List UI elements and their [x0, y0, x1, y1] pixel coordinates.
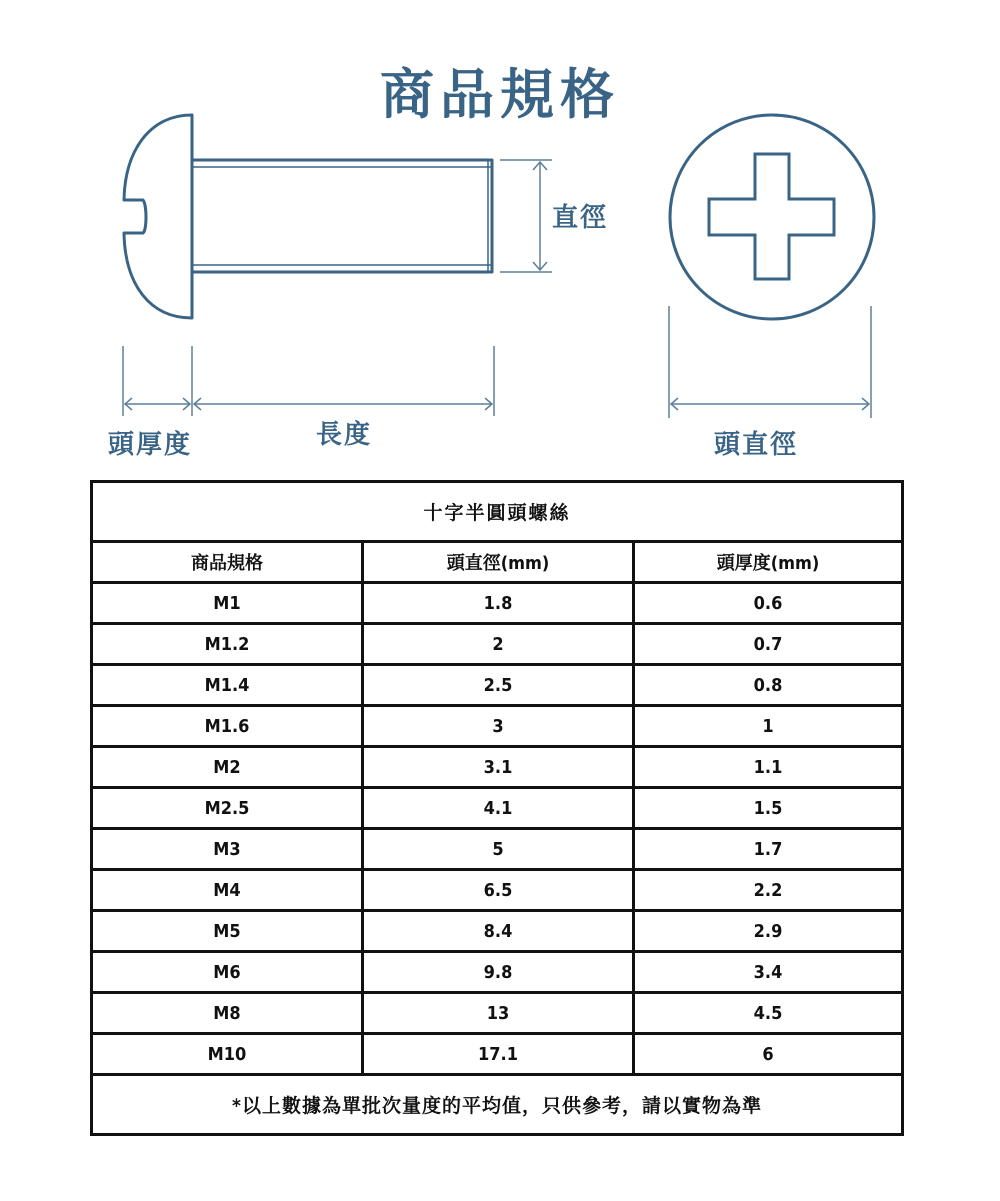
cell-head-diameter: 3: [363, 706, 634, 747]
table-row: [92, 583, 903, 624]
cell-head-thickness: 0.7: [634, 624, 903, 665]
spec-table: [90, 480, 904, 1136]
cell-head-diameter: 3.1: [363, 747, 634, 788]
head-thickness-label: 頭厚度: [108, 430, 193, 460]
column-header-head-diameter: 頭直徑(mm): [363, 542, 634, 583]
cell-spec: M1.6: [92, 706, 363, 747]
screw-side-view-icon: [124, 115, 492, 318]
cell-spec: M2: [92, 747, 363, 788]
cell-spec: M10: [92, 1034, 363, 1075]
table-caption-row: [92, 482, 903, 542]
table-row: [92, 788, 903, 829]
cell-head-diameter: 5: [363, 829, 634, 870]
cell-spec: M5: [92, 911, 363, 952]
diameter-dimension: [500, 160, 552, 272]
cell-head-diameter: 6.5: [363, 870, 634, 911]
table-row: [92, 706, 903, 747]
cell-head-thickness: 1.5: [634, 788, 903, 829]
cell-head-diameter: 8.4: [363, 911, 634, 952]
table-row: [92, 665, 903, 706]
head-diameter-label: 頭直徑: [714, 430, 799, 460]
page-title: 商品規格: [380, 63, 620, 126]
length-dimensions: [123, 346, 494, 416]
cell-spec: M8: [92, 993, 363, 1034]
screw-diagram: [0, 0, 1000, 470]
cell-head-thickness: 2.2: [634, 870, 903, 911]
table-row: [92, 747, 903, 788]
cell-spec: M3: [92, 829, 363, 870]
cell-head-diameter: 13: [363, 993, 634, 1034]
cell-spec: M4: [92, 870, 363, 911]
cell-head-diameter: 2.5: [363, 665, 634, 706]
cell-head-thickness: 4.5: [634, 993, 903, 1034]
diameter-label: 直徑: [552, 203, 609, 233]
cell-spec: M1.4: [92, 665, 363, 706]
cell-head-thickness: 6: [634, 1034, 903, 1075]
column-header-spec: 商品規格: [92, 542, 363, 583]
cell-head-diameter: 4.1: [363, 788, 634, 829]
column-header-head-thickness: 頭厚度(mm): [634, 542, 903, 583]
head-diameter-dimension: [669, 306, 871, 418]
table-caption: 十字半圓頭螺絲: [92, 482, 903, 542]
cell-head-thickness: 1.1: [634, 747, 903, 788]
table-row: [92, 870, 903, 911]
table-row: [92, 1034, 903, 1075]
cell-head-diameter: 9.8: [363, 952, 634, 993]
cell-head-thickness: 0.8: [634, 665, 903, 706]
cell-head-thickness: 3.4: [634, 952, 903, 993]
cell-head-thickness: 1: [634, 706, 903, 747]
table-row: [92, 829, 903, 870]
cell-head-diameter: 2: [363, 624, 634, 665]
table-row: [92, 952, 903, 993]
cell-spec: M1.2: [92, 624, 363, 665]
table-header-row: [92, 542, 903, 583]
table-footnote-row: [92, 1075, 903, 1135]
phillips-head-icon: [670, 115, 874, 319]
cell-head-thickness: 1.7: [634, 829, 903, 870]
cell-head-thickness: 0.6: [634, 583, 903, 624]
table-footnote: *以上數據為單批次量度的平均值，只供參考，請以實物為準: [92, 1075, 903, 1135]
table-row: [92, 911, 903, 952]
table-row: [92, 993, 903, 1034]
length-label: 長度: [316, 420, 373, 450]
cell-spec: M2.5: [92, 788, 363, 829]
cell-head-diameter: 17.1: [363, 1034, 634, 1075]
cell-spec: M6: [92, 952, 363, 993]
cell-spec: M1: [92, 583, 363, 624]
cell-head-thickness: 2.9: [634, 911, 903, 952]
table-row: [92, 624, 903, 665]
cell-head-diameter: 1.8: [363, 583, 634, 624]
